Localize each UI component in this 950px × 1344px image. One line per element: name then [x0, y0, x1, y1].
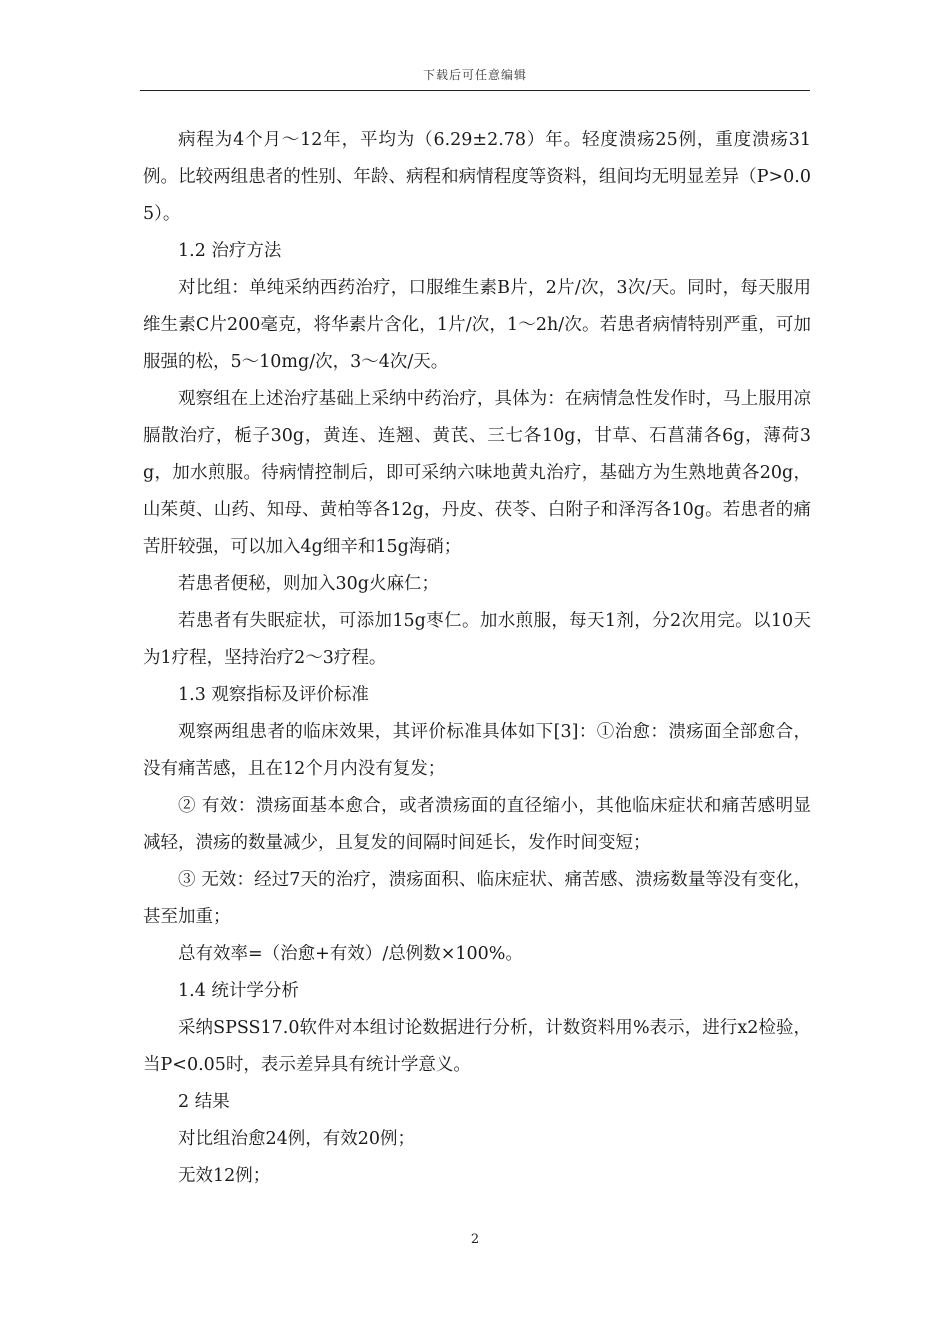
paragraph-constipation: 若患者便秘，则加入30g火麻仁； — [178, 574, 439, 594]
section-heading-treatment-methods: 1.2 治疗方法 — [178, 241, 282, 261]
paragraph-control-group: 对比组：单纯采纳西药治疗，口服维生素B片，2片/次，3次/天。同时，每天服用维生素C片200毫克，将华素片含化，1片/次，1～2h/次。若患者病情特别严重，可加服强的松，5～10mg/次，3～4次/天。 — [143, 278, 811, 372]
paragraph-ineffective-criteria: ③ 无效：经过7天的治疗，溃疡面积、临床症状、痛苦感、溃疡数量等没有变化，甚至加重； — [143, 870, 811, 927]
paragraph-observation-group: 观察组在上述治疗基础上采纳中药治疗，具体为：在病情急性发作时，马上服用凉膈散治疗，栀子30g，黄连、连翘、黄芪、三七各10g，甘草、石菖蒲各6g，薄荷3g，加水煎服。待病情控制后，即可采纳六味地黄丸治疗，基础方为生熟地黄各20g，山茱萸、山药、知母、黄柏等各12g，丹皮、茯苓、白附子和泽泻各10g。若患者的痛苦肝较强，可以加入4g细辛和15g海硝； — [143, 389, 811, 557]
page-number: 2 — [470, 1232, 480, 1247]
section-heading-statistics: 1.4 统计学分析 — [178, 981, 299, 1001]
paragraph-total-efficacy-formula: 总有效率=（治愈+有效）/总例数×100%。 — [178, 944, 523, 964]
paragraph-statistics: 采纳SPSS17.0软件对本组讨论数据进行分析，计数资料用%表示，进行x2检验，当P<0.05时，表示差异具有统计学意义。 — [143, 1018, 811, 1075]
paragraph-course-of-disease: 病程为4个月～12年，平均为（6.29±2.78）年。轻度溃疡25例，重度溃疡31例。比较两组患者的性别、年龄、病程和病情程度等资料，组间均无明显差异（P>0.05）。 — [143, 130, 811, 224]
paragraph-effective-criteria: ② 有效：溃疡面基本愈合，或者溃疡面的直径缩小，其他临床症状和痛苦感明显减轻，溃疡的数量减少，且复发的间隔时间延长，发作时间变短； — [143, 796, 811, 853]
header-rule — [140, 90, 810, 91]
section-heading-results: 2 结果 — [178, 1092, 230, 1112]
paragraph-control-results: 对比组治愈24例，有效20例； — [178, 1129, 416, 1149]
paragraph-insomnia: 若患者有失眠症状，可添加15g枣仁。加水煎服，每天1剂，分2次用完。以10天为1疗程，坚持治疗2～3疗程。 — [143, 611, 811, 668]
paragraph-control-ineffective: 无效12例； — [178, 1166, 271, 1186]
page-header: 下载后可任意编辑 — [422, 68, 527, 82]
section-heading-indicators: 1.3 观察指标及评价标准 — [178, 685, 369, 705]
paragraph-cured-criteria: 观察两组患者的临床效果，其评价标准具体如下[3]：①治愈：溃疡面全部愈合，没有痛苦感，且在12个月内没有复发； — [143, 722, 811, 779]
document-body — [143, 122, 811, 1195]
